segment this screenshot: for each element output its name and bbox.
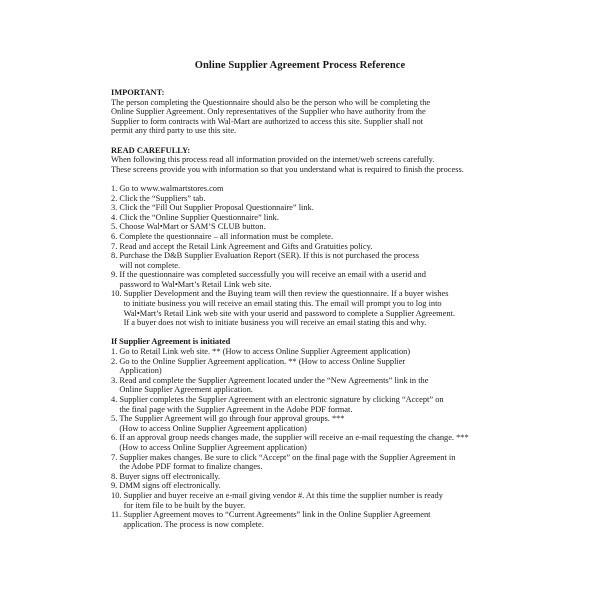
list-item: 6. If an approval group needs changes made, the supplier will receive an e-mail requesting the change. *** (How to access Online Supplier Agreement application) xyxy=(111,433,469,452)
important-line: Supplier to form contracts with Wal-Mart are authorized to access this site. Supplier shall not xyxy=(111,116,423,126)
list-item: 5. Choose Wal•Mart or SAM’S CLUB button. xyxy=(111,222,266,232)
read-carefully-line: When following this process read all information provided on the internet/web screens carefully. xyxy=(111,155,435,165)
list-item: 11. Supplier Agreement moves to “Current Agreements” link in the Online Supplier Agreement application. The process is now complete. xyxy=(111,510,431,529)
list-item: 10. Supplier and buyer receive an e-mail giving vendor #. At this time the supplier number is ready for item file to be built by the buyer. xyxy=(111,490,443,510)
read-carefully-line: These screens provide you with information so that you understand what is required to finish the process. xyxy=(111,164,464,174)
list-item: 7. Read and accept the Retail Link Agreement and Gifts and Gratuities policy. xyxy=(111,241,373,251)
list-item: 10. Supplier Development and the Buying team will then review the questionnaire. If a buyer wishes to initiate business you will receive an email stating this. The email will prompt you to log into Wal•Mart’s Retail Link web site with your userid and password to complete a Supplier Agreement. If a buyer does not wish to initiate business you will receive an email stating this and why. xyxy=(111,289,455,328)
list-item: 8. Buyer signs off electronically. xyxy=(111,471,221,481)
read-carefully-heading: READ CAREFULLY: xyxy=(111,145,191,155)
list-item: 1. Go to www.walmartstores.com xyxy=(111,183,224,193)
list-item: 8. Purchase the D&B Supplier Evaluation Report (SER). If this is not purchased the process will not complete. xyxy=(111,251,419,270)
list-item: 6. Complete the questionnaire – all information must be complete. xyxy=(111,231,334,241)
initiated-steps-list xyxy=(111,347,496,529)
list-item: 2. Click the “Suppliers” tab. xyxy=(111,193,206,203)
important-heading: IMPORTANT: xyxy=(111,88,165,97)
list-item: 4. Click the “Online Supplier Questionnaire” link. xyxy=(111,212,279,222)
list-item: 9. If the questionnaire was completed successfully you will receive an email with a userid and password to Wal•Mart’s Retail Link web site. xyxy=(111,270,426,289)
list-item: 3. Read and complete the Supplier Agreement located under the “New Agreements” link in the Online Supplier Agreement application. xyxy=(111,375,429,395)
important-line: permit any third party to use this site. xyxy=(111,126,237,136)
list-item: 2. Go to the Online Supplier Agreement application. ** (How to access Online Supplier Application) xyxy=(111,356,406,376)
list-item: 3. Click the “Fill Out Supplier Proposal Questionnaire” link. xyxy=(111,203,314,213)
initiated-heading: If Supplier Agreement is initiated xyxy=(111,337,231,347)
list-item: 9. DMM signs off electronically. xyxy=(111,481,221,491)
list-item: 1. Go to Retail Link web site. ** (How to access Online Supplier Agreement application) xyxy=(111,347,411,357)
list-item: 7. Supplier makes changes. Be sure to click “Accept” on the final page with the Supplier Agreement in the Adobe PDF format to finalize changes. xyxy=(111,452,456,472)
process-steps-list xyxy=(111,184,496,328)
list-item: 5. The Supplier Agreement will go through four approval groups. *** (How to access Online Supplier Agreement application) xyxy=(111,414,345,433)
important-line: The person completing the Questionnaire should also be the person who will be completing the xyxy=(111,97,431,107)
list-item: 4. Supplier completes the Supplier Agreement with an electronic signature by clicking “Accept” on the final page with the Supplier Agreement in the Adobe PDF format. xyxy=(111,395,444,414)
document-title: Online Supplier Agreement Process Reference xyxy=(194,60,406,71)
document-body xyxy=(111,88,496,529)
important-line: Online Supplier Agreement. Only representatives of the Supplier who have authority from the xyxy=(111,107,426,117)
